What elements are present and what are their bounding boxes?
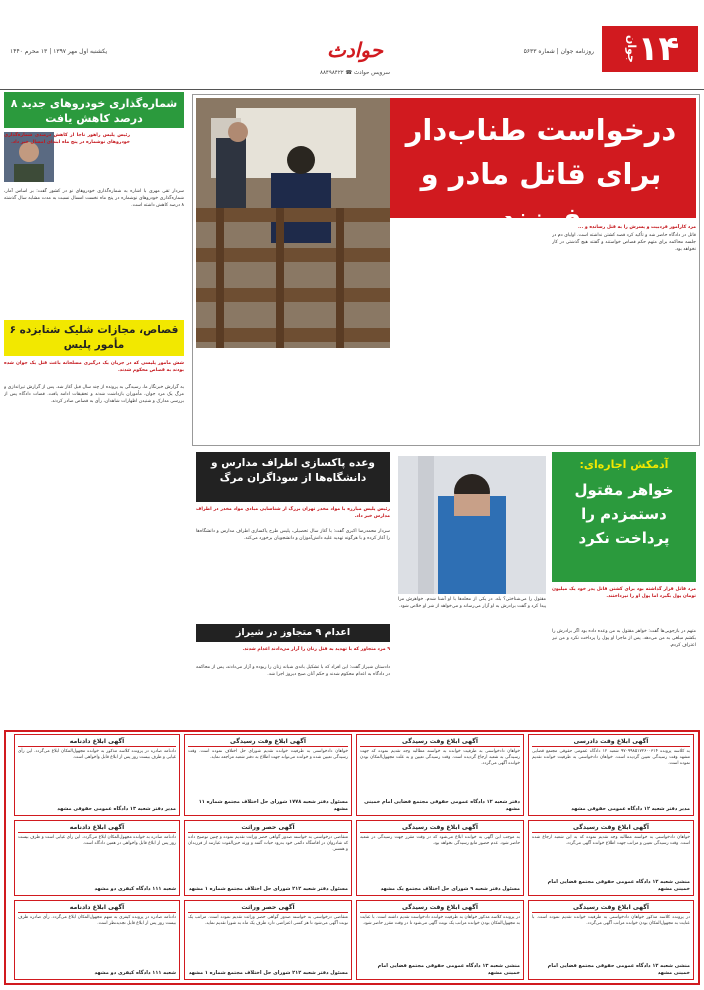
hitman-kicker: آدمکش اجاره‌ای: [579, 458, 669, 471]
notice-title: آگهی ابلاغ وقت رسیدگی [360, 823, 520, 833]
cars-lead-text: رئیس پلیس راهور ناجا از کاهش درصدی شماره‌گذاری خودروهای نوشماره در پنج ماه ابتدای امسال خبر داد. [4, 133, 130, 145]
courtroom-photo [196, 98, 390, 348]
legal-notice [184, 734, 352, 816]
police-qisas-lead: شش مأمور پلیسی که در جریان یک درگیری مسلحانه باعث قتل یک جوان شده بودند به قصاص محکوم شدند. [4, 361, 184, 373]
notice-title: آگهی ابلاغ دادنامه [18, 823, 176, 833]
legal-notice [528, 820, 694, 896]
notice-title: آگهی ابلاغ وقت رسیدگی [532, 823, 690, 833]
feature-lead: مرد کارآموز فرد‌بیت و پسرش را به قتل رسانده و ... [578, 225, 696, 230]
page-number: ۱۴ [637, 29, 680, 69]
notice-title: آگهی ابلاغ وقت رسیدگی [360, 737, 520, 747]
suspect-photo [398, 456, 546, 594]
shiraz-execution-lead: ۹ مرد متجاوز که با تهدید به قتل زنان را آزار می‌دادند اعدام شدند. [242, 647, 390, 652]
legal-notice [356, 820, 524, 896]
notice-body: دادنامه صادره در پرونده کیفری به متهم مجهول‌المکان ابلاغ می‌گردد. رأی صادره ظرف بیست روز پس از ابلاغ قابل تجدیدنظر است. [18, 915, 176, 927]
legal-notice [184, 820, 352, 896]
notice-signature: شعبه ۱۱۱ دادگاه کیفری دو مشهد [94, 886, 176, 892]
feature-body-column-2 [196, 352, 390, 442]
police-qisas-headline: قصاص، مجازات شلیک شتابزده ۶ مأمور پلیس [4, 320, 184, 356]
notice-signature: شعبه ۱۱۱ دادگاه کیفری دو مشهد [94, 970, 176, 976]
notice-body: خواهان دادخواستی به خواسته مطالبه وجه تقدیم نموده که به این شعبه ارجاع شده است. وقت رسیدگی تعیین و مراتب جهت اطلاع خوانده آگهی می‌گردد. [532, 835, 690, 847]
notice-signature: مسئول دفتر شعبه ۲۱۲ شورای حل اختلاف مجتمع شماره ۱ مشهد [188, 886, 348, 892]
cars-registration-body: سردار تقی مهری با اشاره به شماره‌گذاری خودروهای نو در کشور گفت: بر اساس آمار، شماره‌گذاری خودروهای نوشماره در پنج ماه نخست امسال نسبت به مدت مشابه سال گذشته ۸ درصد کاهش داشته است. [4, 189, 184, 208]
notice-body: متقاضی درخواستی به خواسته صدور گواهی حصر وراثت تقدیم نموده است. مراتب یک نوبت آگهی می‌شود تا هر کسی اعتراضی دارد ظرف یک ماه به شورا تقدیم نماید. [188, 915, 348, 927]
feature-headline: درخواست طناب‌دار برای قاتل مادر و فرزند [405, 113, 677, 235]
notice-body: به موجب این آگهی به خوانده ابلاغ می‌شود که در وقت مقرر جهت رسیدگی در شعبه حاضر شود. عدم حضور مانع رسیدگی نخواهد بود. [360, 835, 520, 847]
notice-body: دادنامه صادره در پرونده کلاسه مذکور به خوانده مجهول‌المکان ابلاغ می‌گردد. این رأی غیابی و ظرف بیست روز پس از ابلاغ قابل واخواهی است. [18, 749, 176, 761]
section-subtitle: سرویس حوادث ☎ ۸۸۴۹۸۴۲۲ [320, 70, 390, 76]
notice-title: آگهی حصر وراثت [188, 903, 348, 913]
masthead [0, 0, 704, 90]
notice-title: آگهی ابلاغ وقت رسیدگی [360, 903, 520, 913]
legal-notice [528, 900, 694, 980]
notice-body: در پرونده کلاسه مذکور خواهان دادخواستی به طرفیت خوانده تقدیم نموده است. با عنایت به مجهول‌المکان بودن خوانده مراتب آگهی می‌گردد. [532, 915, 690, 927]
police-qisas-body: به گزارش خبرنگار ما، رسیدگی به پرونده از چند سال قبل آغاز شد. پس از گزارش تیراندازی و مرگ یک مرد جوان، مأموران بازداشت شدند و تحقیقات ادامه یافت. قضات دادگاه پس از بررسی مدارک و شنیدن اظهارات شاهدان، رأی به قصاص صادر کردند. [4, 385, 184, 404]
legal-notice [14, 900, 180, 980]
notice-signature: مسئول دفتر شعبه ۱۷۷۸ شورای حل اختلاف مجتمع شماره ۱۱ مشهد [198, 799, 348, 812]
shiraz-execution-headline: اعدام ۹ متجاوز در شیراز [196, 624, 390, 642]
schools-drugs-body: سردار محمد‌رضا اکبری گفت: با آغاز سال تحصیلی، پلیس طرح پاکسازی اطراف مدارس و دانشگاه‌ها را آغاز کرده و با هرگونه تهدید علیه دانش‌آموزان و دانشجویان برخورد می‌کند. [196, 529, 390, 541]
notice-body: خواهان دادخواستی به طرفیت خوانده تقدیم شورای حل اختلاف نموده است. وقت رسیدگی تعیین شده و خوانده می‌تواند جهت اطلاع به دفتر شعبه مراجعه نماید. [188, 749, 348, 761]
hitman-body: متهم در بازجویی‌ها گفت: خواهر مقتول به من وعده داده بود اگر برادرش را بکشم مبلغی به من می‌دهد. پس از ماجرا او پول را پرداخت نکرد و من نیز اعتراف کردم. [552, 629, 696, 648]
hitman-headline: خواهر مقتول دستمزدم را پرداخت نکرد [574, 481, 674, 547]
notice-signature: مسئول دفتر شعبه ۲۱۲ شورای حل اختلاف مجتمع شماره ۱ مشهد [188, 970, 348, 976]
notice-signature: مسئول دفتر شعبه ۹ شورای حل اختلاف مجتمع یک مشهد [380, 886, 520, 892]
notice-body: خواهان دادخواستی به طرفیت خوانده به خواسته مطالبه وجه تقدیم نموده که جهت رسیدگی به شعبه ارجاع گردیده است. وقت رسیدگی تعیین و به علت مجهول‌المکان بودن خوانده آگهی می‌گردد. [360, 749, 520, 767]
notice-signature: مدیر دفتر شعبه ۱۳ دادگاه عمومی حقوقی مشهد [57, 806, 176, 812]
section-title: حوادث [327, 38, 383, 62]
legal-notice [528, 734, 694, 816]
cars-registration-headline: شماره‌گذاری خودروهای جدید ۸ درصد کاهش یافت [4, 92, 184, 128]
dateline-left: یکشنبه اول مهر ۱۳۹۷ | ۱۳ محرم ۱۴۴۰ [10, 48, 108, 55]
feature-body: قاتل در دادگاه حاضر شد و تأکید کرد قصد کشتن نداشته است. اولیای دم در جلسه محاکمه برای متهم حکم قصاص خواستند و گفتند هیچ گذشتی در کار نخواهد بود. [552, 233, 696, 252]
notice-title: آگهی ابلاغ دادنامه [18, 737, 176, 747]
notice-title: آگهی ابلاغ وقت رسیدگی [532, 903, 690, 913]
hitman-lead: مرد قاتل قرار گذاشته بود برای کشتن قاتل پدر خود یک میلیون تومان پول بگیرد اما پول او را نپرداختند. [552, 587, 696, 599]
notice-title: آگهی ابلاغ وقت دادرسی [532, 737, 690, 747]
legal-notice [356, 900, 524, 980]
notice-title: آگهی ابلاغ دادنامه [18, 903, 176, 913]
notice-body: به کلاسه پرونده ۹۷۰۹۹۸۵۱۷۲۶۰۰۳۱۴ شعبه ۱۲ دادگاه عمومی حقوقی مجتمع قضایی مشهد وقت رسیدگی تعیین گردیده است. خواهان دادخواستی به طرفیت خوانده تقدیم نموده است. [532, 749, 690, 767]
notice-signature: مدیر دفتر شعبه ۱۲ دادگاه عمومی حقوقی مشهد [571, 806, 690, 812]
feature-lead-column [552, 224, 696, 444]
dateline-right: روزنامه جوان | شماره ۵۶۳۳ [523, 48, 594, 55]
logo-word: جوان [624, 35, 638, 63]
notice-body: متقاضی درخواستی به خواسته صدور گواهی حصر وراثت تقدیم نموده و چنین توضیح داده که شادروان در اقامتگاه دائمی خود بدرود حیات گفته و ورثه حین‌الفوت عبارتند از فرزندان و همسر. [188, 835, 348, 853]
hitman-headline-box [552, 452, 696, 582]
newspaper-logo [602, 26, 698, 72]
notice-body: دادنامه صادره به خوانده مجهول‌المکان ابلاغ می‌گردد. این رأی غیابی است و ظرف بیست روز پس از ابلاغ قابل واخواهی در همین دادگاه است. [18, 835, 176, 847]
shiraz-execution-body: دادستان شیراز گفت: این افراد که با تشکیل باندی شبانه زنان را ربوده و آزار می‌دادند، پس از محاکمه در دادگاه به اعدام محکوم شدند و حکم آنان صبح دیروز اجرا شد. [196, 665, 390, 677]
legal-notice [14, 734, 180, 816]
notice-signature: دفتر شعبه ۱۲ دادگاه عمومی حقوقی مجتمع قضایی امام خمینی مشهد [364, 799, 520, 812]
notice-signature: منشی شعبه ۱۳ دادگاه عمومی حقوقی مجتمع قضایی امام خمینی مشهد [377, 963, 520, 976]
legal-notice [184, 900, 352, 980]
notice-title: آگهی ابلاغ وقت رسیدگی [188, 737, 348, 747]
cars-registration-lead [4, 132, 130, 147]
legal-notice [14, 820, 180, 896]
notice-title: آگهی حصر وراثت [188, 823, 348, 833]
notice-signature: منشی شعبه ۱۲ دادگاه عمومی حقوقی مجتمع قضایی امام خمینی مشهد [547, 879, 690, 892]
schools-drugs-headline: وعده پاکسازی اطراف مدارس و دانشگاه‌ها از سوداگران مرگ [196, 452, 390, 502]
schools-drugs-lead: رئیس پلیس مبارزه با مواد مخدر تهران بزرگ از شناسایی مبادی مواد مخدر در اطراف مدارس خبر داد. [196, 507, 390, 519]
feature-body-column [398, 224, 546, 424]
hitman-interview-column: مقتول را می‌شناختی؟ بله. در یکی از محله‌ها با او آشنا شدم. خواهرش مرا پیدا کرد و گفت برادرش به او آزار می‌رساند و می‌خواهد از شر او خلاص شود. [398, 597, 546, 609]
notice-body: در پرونده کلاسه مذکور خواهان به طرفیت خوانده دادخواست تقدیم داشته است. با عنایت به مجهول‌المکان بودن خوانده مراتب یک نوبت آگهی می‌شود تا در وقت مقرر حاضر شود. [360, 915, 520, 927]
notice-signature: منشی شعبه ۱۲ دادگاه عمومی حقوقی مجتمع قضایی امام خمینی مشهد [547, 963, 690, 976]
legal-notice [356, 734, 524, 816]
